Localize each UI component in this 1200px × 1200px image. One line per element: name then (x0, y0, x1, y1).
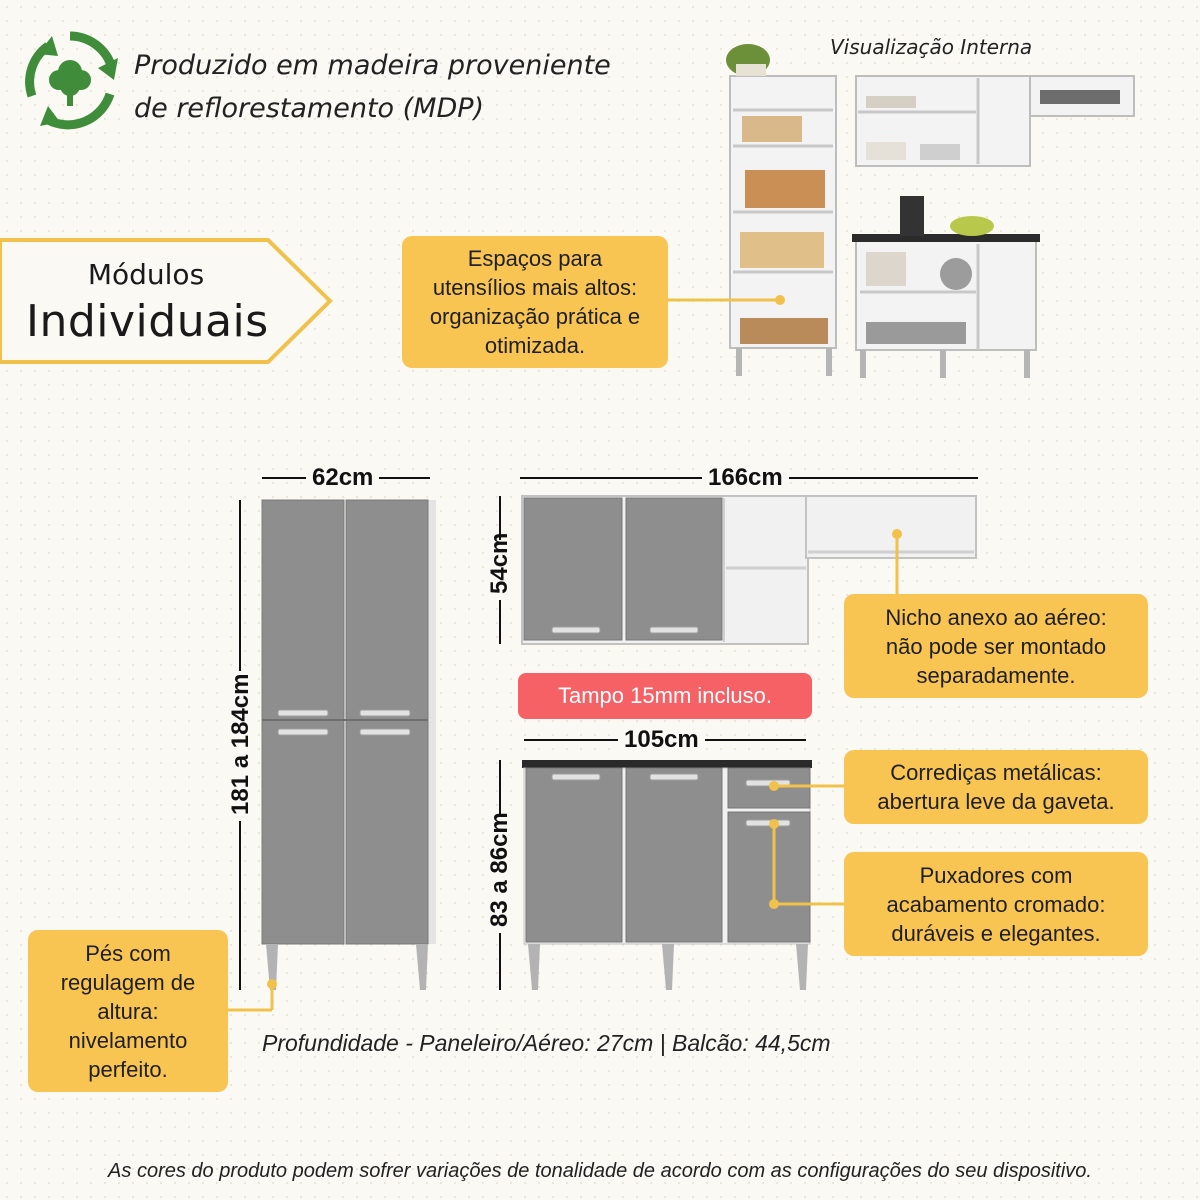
internal-base-cabinet (852, 196, 1040, 378)
callout-corredicas-line: abertura leve da gaveta. (877, 789, 1115, 814)
callout-espacos (402, 236, 668, 368)
callout-puxadores-line: acabamento cromado: (886, 891, 1106, 917)
callout-espacos-line: utensílios mais altos: (432, 275, 638, 300)
tampo-badge: Tampo 15mm incluso. (518, 673, 812, 719)
depth-note: Profundidade - Paneleiro/Aéreo: 27cm | Balcão: 44,5cm (262, 1030, 831, 1056)
callout-pes-line: perfeito. (88, 1056, 168, 1082)
callout-nicho-line: separadamente. (916, 662, 1076, 688)
balcao-width-label: 105cm (618, 726, 705, 754)
eco-text-line1: Produzido em madeira proveniente (134, 50, 611, 81)
aereo-width-label: 166cm (702, 464, 789, 492)
callout-pes-line: nivelamento (68, 1027, 188, 1053)
paneleiro-height-label: 181 a 184cm (227, 671, 255, 821)
callout-corredicas (844, 750, 1148, 824)
callout-nicho-line: Nicho anexo ao aéreo: (885, 604, 1107, 630)
callout-nicho-line: não pode ser montado (885, 633, 1107, 659)
callout-puxadores (844, 852, 1148, 956)
callout-pes-line: altura: (97, 998, 159, 1024)
callout-nicho (844, 594, 1148, 698)
banner-title-big: Individuais (26, 296, 269, 347)
callout-espacos-line: Espaços para (467, 246, 603, 271)
internal-view-title: Visualização Interna (830, 35, 1033, 59)
aereo-height-label: 54cm (486, 540, 514, 600)
eco-text-line2: de reflorestamento (MDP) (134, 93, 485, 124)
balcao-cabinet (522, 760, 812, 990)
internal-wall-cabinet (856, 76, 1134, 166)
callout-pes-line: Pés com (85, 940, 171, 966)
callout-puxadores-line: Puxadores com (919, 862, 1073, 888)
callout-pes-line: regulagem de (60, 969, 196, 995)
callout-puxadores-line: duráveis e elegantes. (891, 920, 1101, 946)
banner-title-small: Módulos (87, 258, 205, 291)
callout-pes (28, 930, 228, 1092)
balcao-height-label: 83 a 86cm (486, 815, 514, 933)
paneleiro-width-label: 62cm (306, 464, 379, 492)
callout-espacos-line: organização prática e (429, 304, 641, 329)
disclaimer: As cores do produto podem sofrer variações de tonalidade de acordo com as configurações do seu dispositivo. (108, 1160, 1092, 1182)
callout-espacos-line: otimizada. (484, 333, 586, 358)
callout-corredicas-line: Corrediças metálicas: (890, 760, 1102, 785)
internal-pantry-cabinet (726, 44, 836, 376)
paneleiro-cabinet (262, 500, 436, 990)
